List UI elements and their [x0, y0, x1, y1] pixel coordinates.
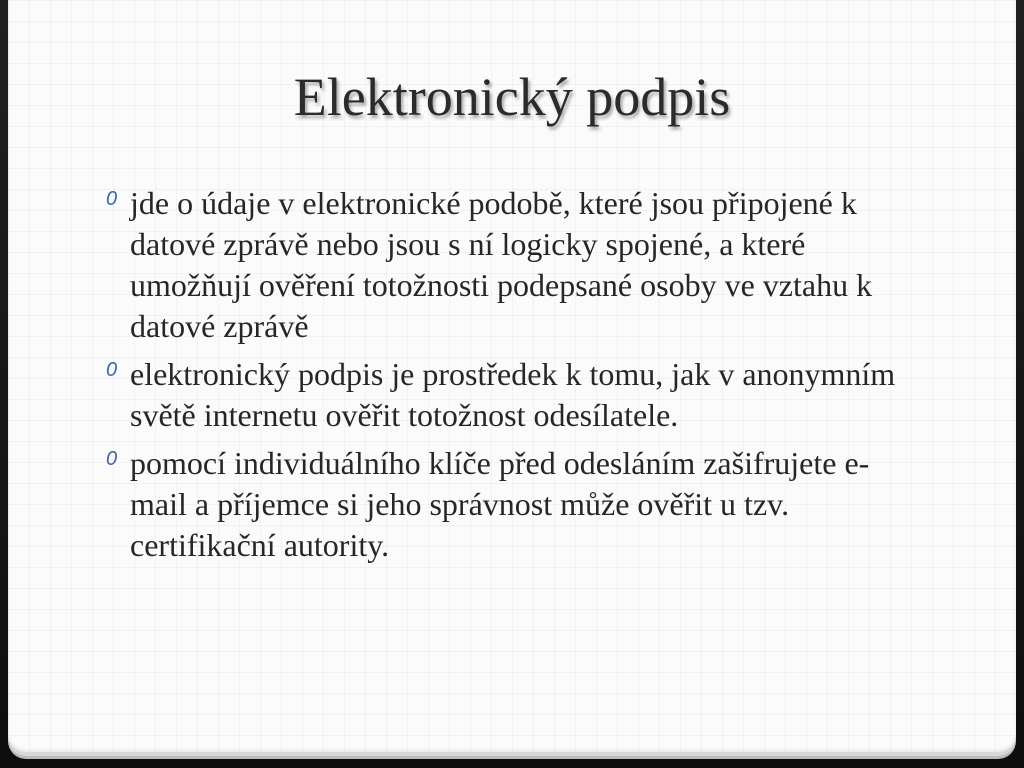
- slide-page: [8, 0, 1016, 752]
- bullet-marker-icon: 0: [106, 359, 118, 381]
- bullet-item-3: [104, 443, 924, 566]
- bullet-text-3: pomocí individuálního klíče před odesláním zašifrujete e-mail a příjemce si jeho správnost může ověřit u tzv. certifikační autority.: [130, 445, 870, 563]
- bullet-marker-icon: 0: [106, 188, 118, 210]
- bullet-item-1: [104, 183, 924, 347]
- bullet-item-2: [104, 354, 924, 436]
- bullet-list: [104, 183, 924, 573]
- bullet-text-1: jde o údaje v elektronické podobě, které jsou připojené k datové zprávě nebo jsou s ní logicky spojené, a které umožňují ověření totožnosti podepsané osoby ve vztahu k datové zprávě: [130, 185, 873, 344]
- bullet-text-2: elektronický podpis je prostředek k tomu, jak v anonymním světě internetu ověřit totožnost odesílatele.: [130, 356, 896, 433]
- slide-title: Elektronický podpis: [293, 67, 731, 127]
- bullet-marker-icon: 0: [106, 448, 118, 470]
